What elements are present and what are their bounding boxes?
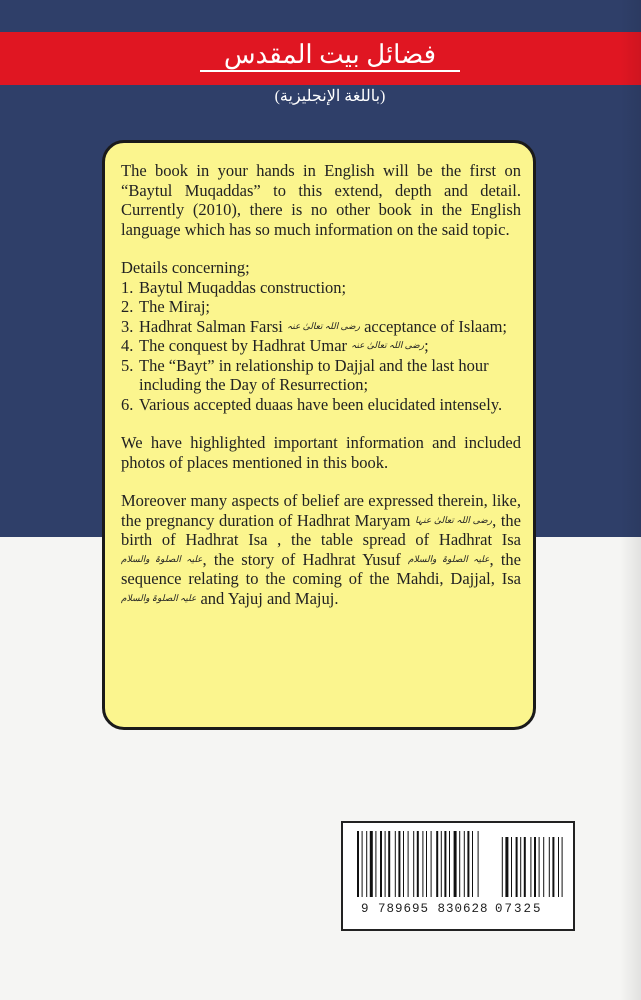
navy-top-band (0, 0, 641, 32)
barcode-bar (385, 831, 386, 897)
addon-bar (516, 837, 518, 897)
intro-paragraph: The book in your hands in English will be the first on “Baytul Muqaddas” to this extend, depth and detail. Currently (2010), there is no other book in the English language which has so much information on the said topic. (121, 161, 521, 239)
details-heading: Details concerning; (121, 258, 250, 277)
barcode-bar (403, 831, 404, 897)
isbn-barcode (341, 821, 575, 931)
description-panel (102, 140, 536, 730)
barcode-bar (464, 831, 465, 897)
addon-bar (505, 837, 508, 897)
price-addon-number: 07325 (495, 902, 543, 916)
barcode-bars (343, 823, 573, 901)
barcode-bar (370, 831, 373, 897)
list-item: 3. Hadhrat Salman Farsi رضی اللہ تعالیٰ عنہ acceptance of Islaam; (121, 316, 507, 336)
barcode-bar (395, 831, 396, 897)
barcode-bar (467, 831, 469, 897)
addon-bar (530, 837, 531, 897)
addon-bar (562, 837, 563, 897)
barcode-bar (398, 831, 400, 897)
honorific-calligraphy: علیہ الصلوۃ والسلام (121, 592, 197, 603)
barcode-bar (444, 831, 446, 897)
barcode-bar (357, 831, 359, 897)
arabic-subtitle: (باللغة الإنجليزية) (274, 88, 386, 105)
barcode-bar (388, 831, 390, 897)
barcode-bar (478, 831, 479, 897)
isbn-number: 9 789695 830628 (361, 902, 489, 916)
addon-bar (543, 837, 544, 897)
barcode-bar (454, 831, 457, 897)
barcode-bar (431, 831, 432, 897)
list-item: 1. Baytul Muqaddas construction; (121, 277, 347, 297)
addon-bar (511, 837, 512, 897)
addon-bar (502, 837, 503, 897)
arabic-title: فضائل بيت المقدس (200, 40, 460, 72)
barcode-bar (436, 831, 438, 897)
highlight-paragraph: We have highlighted important information and included photos of places mentioned in this book. (121, 433, 521, 472)
honorific-calligraphy: علیہ الصلوۃ والسلام (407, 553, 490, 564)
honorific-calligraphy: رضی اللہ تعالیٰ عنہ (287, 320, 360, 331)
barcode-bar (408, 831, 409, 897)
honorific-calligraphy: رضی اللہ تعالیٰ عنہا (415, 514, 493, 525)
list-item: 5. The “Bayt” in relationship to Dajjal and the last hour including the Day of Resurrection; (121, 355, 489, 394)
beliefs-paragraph: Moreover many aspects of belief are expressed therein, like, the pregnancy duration of Hadhrat Maryam رضی اللہ تعالیٰ عنہا, the birth of Hadhrat Isa , the table spread of Hadhrat Isa علیہ الصلوۃ والسلام, the story of Hadhrat Yusuf علیہ الصلوۃ والسلام, the sequence relating to the coming of the Mahdi, Dajjal, Isa علیہ الصلوۃ والسلام and Yajuj and Majuj. (121, 491, 521, 608)
honorific-calligraphy: علیہ الصلوۃ والسلام (121, 553, 203, 564)
list-item: 6. Various accepted duaas have been elucidated intensely. (121, 394, 503, 414)
barcode-bar (366, 831, 367, 897)
barcode-bar (375, 831, 376, 897)
barcode-bar (472, 831, 473, 897)
addon-bar (552, 837, 554, 897)
addon-bar (558, 837, 559, 897)
barcode-bar (459, 831, 460, 897)
details-list (121, 278, 521, 415)
addon-bar (539, 837, 540, 897)
barcode-bar (362, 831, 363, 897)
addon-bar (520, 837, 521, 897)
list-item: 2. The Miraj; (121, 297, 211, 316)
addon-bar (549, 837, 550, 897)
barcode-bar (422, 831, 423, 897)
addon-bar (534, 837, 536, 897)
spine-shadow (620, 0, 641, 1000)
honorific-calligraphy: رضی اللہ تعالیٰ عنہ (351, 340, 425, 350)
barcode-bar (426, 831, 427, 897)
barcode-bar (413, 831, 414, 897)
barcode-bar (449, 831, 450, 897)
addon-bar (524, 837, 526, 897)
barcode-bar (441, 831, 442, 897)
barcode-bar (380, 831, 382, 897)
list-item: 4. The conquest by Hadhrat Umar رضی اللہ تعالیٰ عنہ; (121, 336, 429, 355)
barcode-bar (417, 831, 419, 897)
